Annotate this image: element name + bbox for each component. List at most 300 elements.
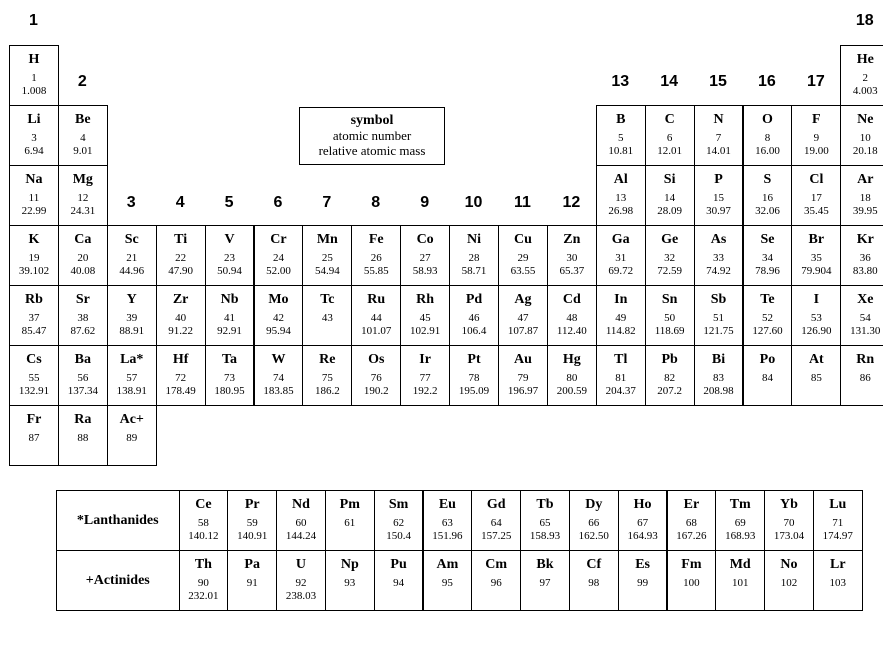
group-number-5: 5 [224,194,234,211]
element-rn [840,345,883,406]
element-symbol: Sm [388,497,409,512]
atomic-number: 11 [28,192,40,204]
atomic-number: 12 [77,192,89,204]
atomic-number: 75 [321,372,333,384]
element-lr [813,550,863,611]
atomic-number: 61 [344,517,356,529]
element-in [596,285,646,346]
element-symbol: Cl [809,172,824,187]
group-number-9: 9 [420,194,430,211]
element-symbol: Pb [661,352,678,367]
element-symbol: Ga [611,232,630,247]
atomic-number: 28 [468,252,480,264]
element-symbol: Cd [562,292,581,307]
element-th [179,550,229,611]
element-br [791,225,841,286]
element-symbol: Hg [562,352,581,367]
atomic-number: 49 [615,312,627,324]
atomic-number: 52 [761,312,773,324]
element-symbol: Ac+ [119,412,144,427]
atomic-number: 21 [126,252,138,264]
element-symbol: Os [368,352,385,367]
lanthanides-label: *Lanthanides [56,490,180,551]
atomic-mass: 19.00 [803,145,829,157]
atomic-mass: 200.59 [556,385,587,397]
atomic-number: 20 [77,252,89,264]
element-s [743,165,793,226]
element-symbol: Cm [485,557,508,572]
atomic-mass: 137.34 [67,385,98,397]
atomic-number: 59 [246,517,258,529]
atomic-mass: 144.24 [285,530,317,542]
group-number-13: 13 [611,73,630,90]
atomic-number: 2 [862,72,868,84]
group-number-11: 11 [513,194,531,211]
atomic-number: 43 [321,312,333,324]
element-symbol: Co [416,232,434,247]
atomic-number: 5 [617,132,624,144]
element-nd [276,490,326,551]
element-v [205,225,255,286]
element-kr [840,225,883,286]
atomic-mass: 85.47 [21,325,47,337]
atomic-number: 87 [28,432,40,444]
element-symbol: Fe [368,232,384,247]
atomic-number: 77 [419,372,431,384]
element-pm [325,490,375,551]
element-symbol: Lu [829,497,847,512]
atomic-number: 86 [859,372,871,384]
atomic-number: 68 [685,517,697,529]
element-ir [400,345,450,406]
element-b [596,105,646,166]
element-symbol: Au [513,352,532,367]
element-pa [227,550,277,611]
atomic-number: 97 [539,577,551,589]
element-c [645,105,695,166]
element-h [9,45,59,106]
atomic-number: 24 [272,252,284,264]
atomic-mass: 132.91 [18,385,50,397]
atomic-mass: 55.85 [363,265,389,277]
atomic-number: 80 [566,372,578,384]
element-symbol: Rh [416,292,435,307]
element-be [58,105,108,166]
element-hf [156,345,206,406]
element-symbol: Tc [320,292,335,307]
element-tl [596,345,646,406]
element-fr [9,405,59,466]
atomic-number: 39 [126,312,138,324]
element-au [498,345,548,406]
atomic-mass: 168.93 [725,530,756,542]
element-rh [400,285,450,346]
element-p [694,165,744,226]
group-number-16: 16 [758,73,776,90]
element-no [764,550,814,611]
element-symbol: Pa [244,557,260,572]
atomic-mass: 121.75 [703,325,734,337]
atomic-number: 99 [637,577,649,589]
atomic-mass: 65.37 [559,265,585,277]
element-pu [374,550,424,611]
element-symbol: Rn [856,352,875,367]
atomic-mass: 78.96 [755,265,780,277]
element-w [254,345,304,406]
element-pb [645,345,695,406]
element-gd [471,490,521,551]
element-symbol: Zr [172,292,189,307]
element-sn [645,285,695,346]
atomic-mass: 174.97 [822,530,853,542]
element-sc [107,225,157,286]
atomic-mass: 32.06 [755,205,780,217]
atomic-mass: 140.91 [237,530,268,542]
atomic-number: 56 [77,372,89,384]
element-symbol: Cs [26,352,42,367]
atomic-number: 29 [517,252,529,264]
atomic-number: 27 [419,252,431,264]
element-symbol: Fr [26,412,42,427]
element-symbol: Pu [390,557,407,572]
element-cr [254,225,304,286]
atomic-number: 91 [246,577,258,589]
element-symbol: P [714,172,723,187]
atomic-number: 84 [761,372,773,384]
atomic-mass: 72.59 [657,265,682,277]
atomic-mass: 238.03 [285,590,317,602]
element-tm [715,490,765,551]
atomic-number: 74 [272,372,284,384]
element-symbol: Pr [244,497,260,512]
atomic-mass: 4.003 [852,85,878,97]
element-pd [449,285,499,346]
element-symbol: F [812,112,821,127]
group-number-18: 18 [855,12,874,29]
atomic-number: 81 [615,372,627,384]
atomic-number: 78 [468,372,480,384]
atomic-number: 82 [664,372,676,384]
element-symbol: Pd [465,292,483,307]
atomic-mass: 16.00 [755,145,780,157]
atomic-number: 72 [175,372,187,384]
element-symbol: Tl [614,352,628,367]
atomic-mass: 118.69 [654,325,685,337]
atomic-mass: 69.72 [608,265,634,277]
atomic-mass: 164.93 [627,530,658,542]
group-number-6: 6 [273,194,283,211]
atomic-number: 66 [588,517,600,529]
atomic-mass: 95.94 [266,325,291,337]
atomic-number: 53 [810,312,822,324]
atomic-number: 32 [664,252,676,264]
element-symbol: Cu [513,232,532,247]
element-ar [840,165,883,226]
atomic-mass: 47.90 [168,265,193,277]
atomic-number: 26 [370,252,382,264]
atomic-mass: 20.18 [852,145,878,157]
atomic-number: 96 [490,577,502,589]
atomic-number: 102 [780,577,798,589]
atomic-mass: 24.31 [70,205,96,217]
atomic-number: 6 [666,132,673,144]
element-symbol: Ca [74,232,92,247]
element-cl [791,165,841,226]
element-ti [156,225,206,286]
atomic-number: 36 [859,252,871,264]
atomic-mass: 186.2 [314,385,340,397]
element-as [694,225,744,286]
atomic-number: 65 [539,517,551,529]
atomic-mass: 58.71 [461,265,487,277]
element-symbol: B [616,112,626,127]
legend-key [299,107,445,165]
atomic-number: 51 [713,312,725,324]
element-yb [764,490,814,551]
element-cu [498,225,548,286]
element-am [423,550,473,611]
element-symbol: Ag [514,292,532,307]
element-symbol: Am [436,557,459,572]
atomic-mass: 192.2 [412,385,438,397]
element-symbol: Md [729,557,751,572]
element-symbol: Np [340,557,359,572]
group-number-7: 7 [322,194,332,211]
atomic-mass: 44.96 [119,265,145,277]
atomic-mass: 50.94 [217,265,242,277]
element-la [107,345,157,406]
atomic-number: 3 [31,132,37,144]
element-symbol: W [271,352,286,367]
group-number-1: 1 [28,12,38,29]
atomic-number: 46 [468,312,480,324]
atomic-number: 41 [224,312,236,324]
atomic-number: 31 [615,252,627,264]
atomic-mass: 92.91 [217,325,242,337]
atomic-number: 19 [28,252,40,264]
atomic-mass: 9.01 [73,145,93,157]
atomic-number: 100 [683,577,700,589]
element-symbol: Es [635,557,650,572]
element-symbol: Mn [316,232,338,247]
element-cs [9,345,59,406]
element-o [743,105,793,166]
element-al [596,165,646,226]
atomic-number: 88 [77,432,89,444]
element-bk [520,550,570,611]
element-tb [520,490,570,551]
atomic-mass: 10.81 [608,145,634,157]
element-fe [351,225,401,286]
atomic-number: 33 [713,252,725,264]
element-ga [596,225,646,286]
atomic-number: 83 [713,372,725,384]
atomic-number: 90 [197,577,209,589]
atomic-number: 48 [566,312,578,324]
group-number-17: 17 [806,73,825,90]
element-symbol: Se [760,232,775,247]
element-i [791,285,841,346]
atomic-number: 10 [859,132,871,144]
element-symbol: Pt [467,352,481,367]
element-symbol: Po [759,352,776,367]
element-fm [667,550,717,611]
atomic-number: 101 [731,577,749,589]
element-li [9,105,59,166]
element-symbol: Ge [661,232,679,247]
element-symbol: Al [613,172,628,187]
atomic-mass: 26.98 [608,205,634,217]
element-symbol: Cr [270,232,287,247]
element-xe [840,285,883,346]
key-atomic-number: atomic number [332,128,412,143]
atomic-number: 13 [615,192,627,204]
element-symbol: Y [126,292,137,307]
element-mg [58,165,108,226]
atomic-mass: 151.96 [432,530,463,542]
atomic-number: 15 [713,192,725,204]
atomic-mass: 107.87 [507,325,539,337]
element-ru [351,285,401,346]
element-symbol: Nb [220,292,239,307]
atomic-number: 25 [321,252,333,264]
atomic-mass: 178.49 [165,385,196,397]
group-number-8: 8 [371,194,381,211]
atomic-number: 45 [419,312,431,324]
element-symbol: La* [120,352,144,367]
atomic-number: 42 [272,312,284,324]
atomic-number: 103 [829,577,847,589]
element-at [791,345,841,406]
element-symbol: Bk [536,557,554,572]
element-md [715,550,765,611]
element-er [667,490,717,551]
atomic-number: 30 [566,252,578,264]
atomic-mass: 207.2 [657,385,682,397]
atomic-mass: 39.95 [852,205,878,217]
element-symbol: Ho [633,497,652,512]
element-symbol: Rb [24,292,43,307]
atomic-mass: 1.008 [21,85,47,97]
element-f [791,105,841,166]
element-cf [569,550,619,611]
element-sb [694,285,744,346]
element-se [743,225,793,286]
element-co [400,225,450,286]
element-y [107,285,157,346]
element-symbol: Tb [536,497,554,512]
element-he [840,45,883,106]
atomic-number: 18 [859,192,871,204]
atomic-mass: 173.04 [773,530,805,542]
atomic-number: 17 [810,192,822,204]
element-rb [9,285,59,346]
element-ba [58,345,108,406]
element-symbol: N [713,112,724,127]
element-symbol: Sb [710,292,727,307]
element-symbol: At [808,352,824,367]
atomic-mass: 140.12 [188,530,219,542]
atomic-number: 34 [761,252,773,264]
atomic-number: 98 [588,577,600,589]
atomic-mass: 102.91 [410,325,441,337]
element-symbol: Sn [661,292,678,307]
element-n [694,105,744,166]
element-mn [302,225,352,286]
atomic-mass: 196.97 [507,385,539,397]
atomic-mass: 52.00 [266,265,291,277]
element-symbol: Re [319,352,336,367]
element-ca [58,225,108,286]
atomic-number: 73 [224,372,236,384]
atomic-number: 44 [370,312,382,324]
element-si [645,165,695,226]
element-ni [449,225,499,286]
element-symbol: Gd [486,497,506,512]
element-symbol: Sc [124,232,139,247]
element-po [743,345,793,406]
element-symbol: Ra [74,412,92,427]
atomic-mass: 190.2 [363,385,389,397]
atomic-number: 94 [393,577,405,589]
element-te [743,285,793,346]
element-symbol: In [614,292,628,307]
atomic-number: 50 [664,312,676,324]
atomic-mass: 91.22 [168,325,193,337]
element-ta [205,345,255,406]
element-np [325,550,375,611]
element-zn [547,225,597,286]
atomic-number: 58 [197,517,209,529]
atomic-mass: 157.25 [481,530,512,542]
atomic-number: 4 [80,132,86,144]
element-symbol: Ce [195,497,212,512]
element-symbol: U [295,557,307,572]
element-lu [813,490,863,551]
atomic-mass: 79.904 [801,265,832,277]
atomic-mass: 131.30 [850,325,881,337]
atomic-mass: 158.93 [529,530,561,542]
element-eu [423,490,473,551]
atomic-mass: 195.09 [458,385,490,397]
element-symbol: Na [25,172,43,187]
atomic-number: 9 [813,132,820,144]
atomic-mass: 180.95 [214,385,245,397]
element-symbol: Pm [339,497,360,512]
element-ne [840,105,883,166]
atomic-mass: 114.82 [605,325,636,337]
atomic-mass: 208.98 [703,385,734,397]
element-symbol: Br [808,232,825,247]
atomic-mass: 167.26 [676,530,707,542]
element-bi [694,345,744,406]
element-symbol: Ti [174,232,188,247]
element-hg [547,345,597,406]
atomic-mass: 12.01 [657,145,682,157]
element-symbol: Ni [467,232,482,247]
element-symbol: Ta [222,352,238,367]
element-symbol: Mg [72,172,93,187]
atomic-mass: 83.80 [852,265,878,277]
atomic-number: 16 [761,192,773,204]
atomic-number: 8 [764,132,771,144]
atomic-number: 55 [28,372,40,384]
atomic-mass: 138.91 [116,385,147,397]
atomic-number: 37 [28,312,40,324]
atomic-mass: 101.07 [361,325,392,337]
atomic-number: 76 [370,372,382,384]
group-number-10: 10 [464,194,483,211]
